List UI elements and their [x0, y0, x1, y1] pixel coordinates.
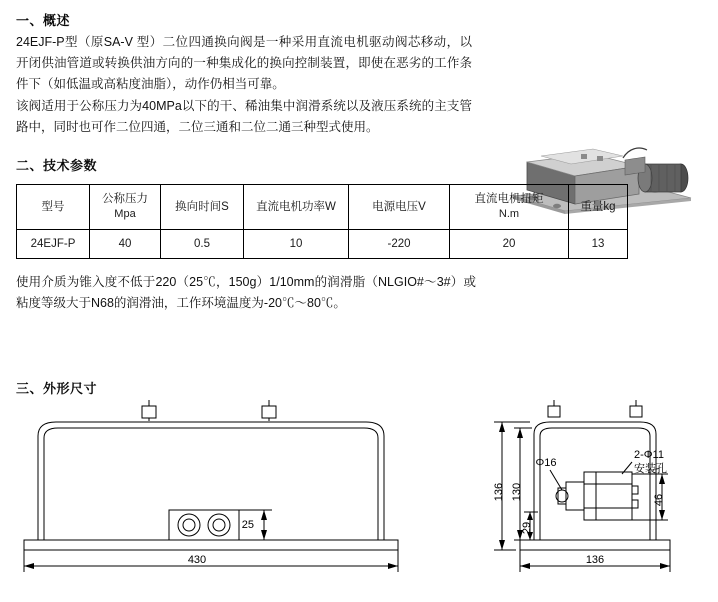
- header-main: 电源电压V: [372, 200, 426, 213]
- mounting-hole-note: 安装孔: [634, 463, 667, 475]
- table-header-cell: [161, 185, 244, 230]
- section-title-overview: 一、概述: [16, 13, 71, 28]
- table-header-cell: [17, 185, 90, 230]
- mounting-hole-label: 2-Φ11: [634, 449, 664, 461]
- table-row: [17, 230, 628, 259]
- header-sub: N.m: [498, 208, 520, 220]
- table-header-cell: [349, 185, 450, 230]
- table-header-cell: [244, 185, 349, 230]
- side-width-dim: 136: [585, 554, 605, 566]
- table-header-cell: [569, 185, 628, 230]
- table-cell: 20: [450, 230, 569, 259]
- table-header-row: [17, 185, 628, 230]
- side-height-low-dim: 29: [521, 521, 533, 535]
- side-height-inner-dim: 130: [511, 482, 523, 502]
- specs-note: 使用介质为锥入度不低于220（25℃，150g）1/10mm的润滑脂（NLGIO#～3#）或粘度等级大于N68的润滑油，工作环境温度为-20℃～80℃。: [16, 275, 476, 310]
- table-header-cell: [450, 185, 569, 230]
- side-view-drawing: [472, 400, 712, 585]
- side-height-right-dim: 46: [653, 493, 665, 507]
- header-main: 重量kg: [580, 200, 616, 213]
- front-height-dim: 25: [241, 519, 254, 531]
- table-header-cell: [90, 185, 161, 230]
- header-main: 直流电机功率W: [256, 200, 336, 213]
- header-sub: Mpa: [114, 208, 136, 220]
- spec-table: [16, 184, 628, 259]
- table-cell: 40: [90, 230, 161, 259]
- side-height-outer-dim: 136: [493, 482, 505, 502]
- section-title-specs: 二、技术参数: [16, 158, 98, 173]
- table-cell: 0.5: [161, 230, 244, 259]
- table-cell: 13: [569, 230, 628, 259]
- header-main: 直流电机扭矩: [474, 193, 544, 205]
- table-cell: 10: [244, 230, 349, 259]
- overview-paragraph-2: 该阀适用于公称压力为40MPa以下的干、稀油集中润滑系统以及液压系统的主支管路中，同时也可作二位四通，二位三通和二位二通三种型式使用。: [16, 99, 472, 134]
- header-main: 公称压力: [102, 193, 148, 205]
- header-main: 换向时间S: [175, 200, 229, 213]
- table-cell: 24EJF-P: [17, 230, 90, 259]
- overview-paragraph-1: 24EJF-P型（原SA-V 型）二位四通换向阀是一种采用直流电机驱动阀芯移动，以开闭供油管道或转换供油方向的一种集成化的换向控制装置，即使在恶劣的工作条件下（如低温或高粘度油脂），动作仍相当可靠。: [16, 35, 472, 91]
- section-title-dimensions: 三、外形尺寸: [16, 381, 98, 396]
- port-diameter-label: Φ16: [535, 457, 557, 469]
- front-view-drawing: [14, 400, 464, 585]
- table-cell: -220: [349, 230, 450, 259]
- header-main: 型号: [41, 200, 65, 213]
- front-width-dim: 430: [187, 554, 207, 566]
